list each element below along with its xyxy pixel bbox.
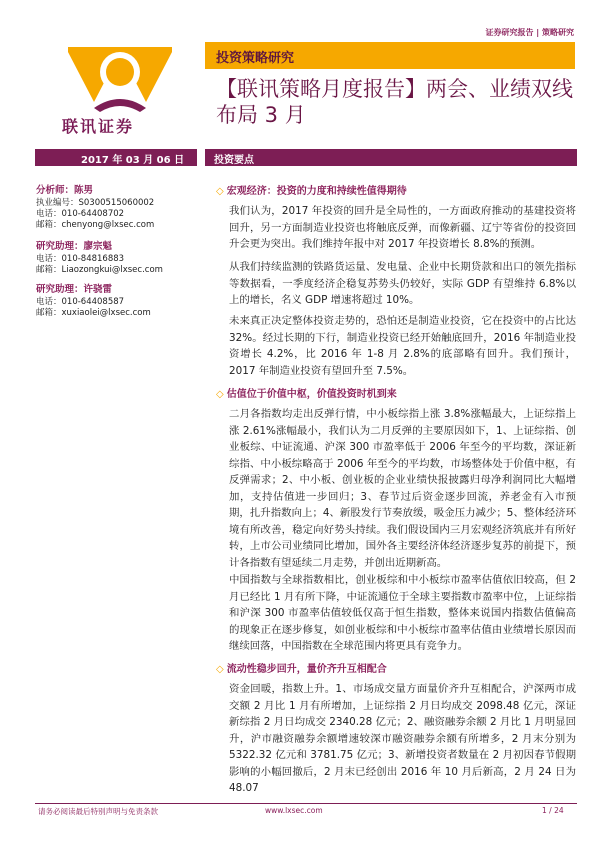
category-label: 投资策略研究	[216, 51, 295, 66]
analyst-phone: 电话：010-64408587	[36, 297, 125, 307]
diamond-icon: ◇	[216, 389, 224, 400]
analyst-id: 执业编号：S0300515060002	[36, 198, 155, 208]
page-number: 1 / 24	[542, 806, 564, 815]
analyst-email[interactable]: 邮箱：Liaozongkui@lxsec.com	[36, 265, 163, 275]
analyst-email[interactable]: 邮箱：xuxiaolei@lxsec.com	[36, 308, 151, 318]
diamond-icon: ◇	[216, 664, 224, 675]
footer-disclaimer: 请务必阅读最后特别声明与免责条款	[38, 807, 158, 816]
footer-divider	[35, 803, 577, 804]
report-date: 2017 年 03 月 06 日	[81, 155, 185, 166]
diamond-icon: ◇	[216, 186, 224, 197]
analyst-name: 研究助理：廖宗魁	[36, 241, 113, 252]
section-heading-macro: ◇ 宏观经济：投资的力度和持续性值得期待	[216, 186, 407, 197]
section-bar	[205, 149, 577, 166]
analyst-phone: 电话：010-84816883	[36, 254, 125, 264]
paragraph: 未来真正决定整体投资走势的，恐怕还是制造业投资，它在投资中的占比达 32%。经过长期的下行，制造业投资已经开始触底回升，2016 年制造业投资增长 4.2%，比 2016 年 1-8 月 2.8%的底部略有回升。我们预计，2017 年制造业投资有望回升至 7.5%。	[229, 315, 576, 377]
section-heading-valuation: ◇ 估值位于价值中枢，价值投资时机到来	[216, 389, 397, 400]
paragraph: 资金回暖，指数上升。1、市场成交量方面量价齐升互相配合，沪深两市成交额 2 月比 1 月有所增加，上证综指 2 月日均成交 2098.48 亿元，深证新综指 2 月日均成交 2340.28 亿元；2、融资融券余额 2 月比 1 月明显回升，沪市融资融券余额增速较深市融资融券余额有所增多，2 月末分别为 5322.32 亿元和 3781.75 亿元；3、新增投资者数量在 2 月初因春节假期影响的小幅回撤后，2 月末已经创出 2016 年 10 月后新高，2 月 24 日为 48.07	[229, 683, 576, 793]
analyst-name: 研究助理：许骁雷	[36, 284, 113, 295]
analyst-phone: 电话：010-64408702	[36, 209, 125, 219]
paragraph: 二月各指数均走出反弹行情，中小板综指上涨 3.8%涨幅最大，上证综指上涨 2.61%涨幅最小，我们认为二月反弹的主要原因如下，1、上证综指、创业板综、中证流通、沪深 300 市盈率低于 2006 年至今的平均数，深证新综指、中小板综略高于 2006 年至今的平均数，市场整体处于价值中枢，有反弹需求；2、中小板、创业板的企业业绩快报披露归母净利润同比大幅增加，支持估值进一步回归；3、春节过后资金逐步回流，养老金有入市预期，扎升指数向上；4、新股发行节奏放缓，吸金压力减少；5、整体经济环境有所改善，稳定向好势头持续。我们假设国内三月宏观经济筑底并有所好转，上市公司业绩同比增加，国外各主要经济体经济逐步复苏的前提下，预计各指数有望延续二月走势，并创出近期新高。	[229, 408, 576, 569]
section-heading-liquidity: ◇ 流动性稳步回升，量价齐升互相配合	[216, 664, 387, 675]
paragraph: 从我们持续监测的铁路货运量、发电量、企业中长期贷款和出口的领先指标等数据看，一季度经济企稳复苏势头仍较好，实际 GDP 有望维持 6.8%以上的增长，名义 GDP 增速将超过 10%。	[229, 261, 576, 306]
analyst-block-2	[36, 238, 163, 276]
footer-website[interactable]: www.lxsec.com	[265, 806, 323, 815]
date-bar	[35, 149, 197, 166]
paragraph: 我们认为，2017 年投资的回升是全局性的，一方面政府推动的基建投资将回升，另一方面制造业投资也将触底反弹，而像新疆、辽宁等省份的投资回升会更为突出。我们维持年报中对 2017 年投资增长 8.8%的预测。	[229, 205, 576, 250]
analyst-block-3	[36, 281, 151, 319]
report-title: 【联讯策略月度报告】两会、业绩双线布局 3 月	[216, 77, 573, 127]
company-name: 联讯证券	[62, 117, 135, 136]
section-title: 投资要点	[214, 155, 254, 166]
paragraph: 中国指数与全球指数相比，创业板综和中小板综市盈率估值依旧较高，但 2 月已经比 1 月有所下降，中证流通位于全球主要指数市盈率中位，上证综指和沪深 300 市盈率估值较低仅高于恒生指数，整体来说国内指数估值偏高的现象正在逐步修复，如创业板综和中小板综市盈率估值由业绩增长原因而继续回落，中国指数在全球范围内将更具有竞争力。	[229, 574, 576, 652]
analyst-name: 分析师：陈男	[36, 185, 94, 196]
analyst-block-1	[36, 182, 154, 231]
report-type-label: 证券研究报告 | 策略研究	[485, 28, 574, 37]
analyst-email[interactable]: 邮箱：chenyong@lxsec.com	[36, 220, 155, 230]
